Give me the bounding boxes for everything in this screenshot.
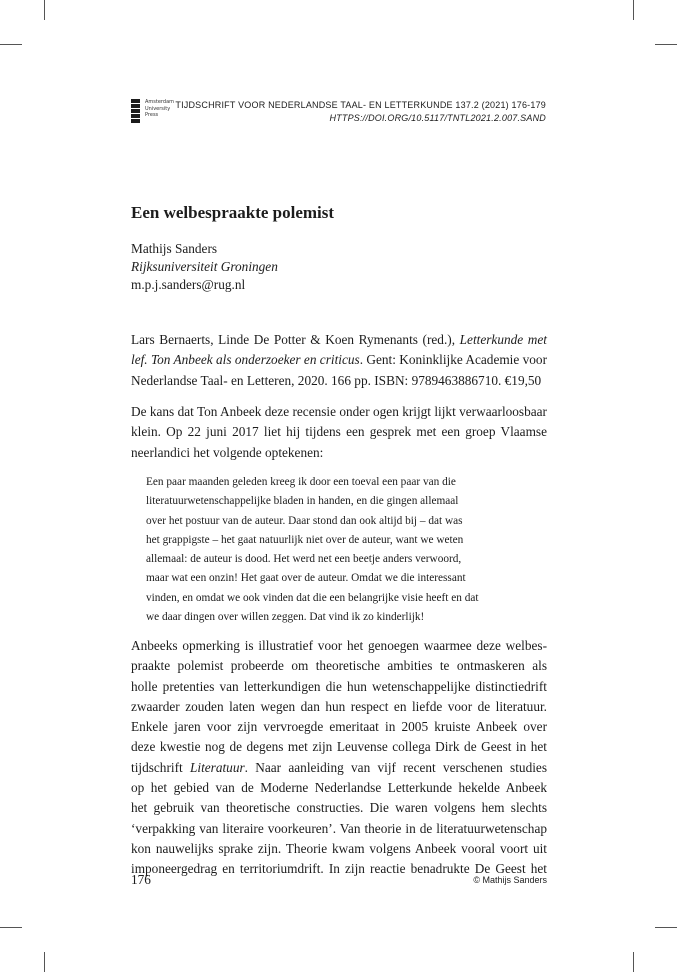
- crop-mark: [44, 0, 45, 20]
- article-title: Een welbespraakte polemist: [131, 203, 335, 222]
- crop-mark: [655, 44, 677, 45]
- book-reference: Lars Bernaerts, Linde De Potter & Koen Rymenants (red.), Letterkunde met lef. Ton Anbeek als onderzoeker en criticus. Gent: Koninklijke Academie voor Nederlandse Taal- en Letteren, 2020. 166 pp. ISBN: 9789463886710. €19,50: [131, 332, 547, 388]
- paragraph-body: Anbeeks opmerking is illustratief voor het genoegen waarmee deze welbes- praakte polemist probeerde om theoretische ambities te ontmaskeren als holle pretenties van letterkundigen die hun wetenschappelijke distinctiedrift zwaarder zouden laten wegen dan hun respect en liefde voor de literatuur. Enkele jaren voor zijn vervroegde emeritaat in 2005 kruiste Anbeek over deze kwestie nog de degens met zijn Leuvense collega Dirk de Geest in het tijdschrift Literatuur. Naar aanleiding van vijf recent verschenen studies op het gebied van de Moderne Nederlandse Letterkunde hekelde Anbeek het gebruik van theoretische constructies. Die waren volgens hem slechts ‘verpakking van literaire voorkeuren’. Van theorie in de literatuurwetenschap kon nauwelijks sprake zijn. Theorie kwam volgens Anbeek vooral voort uit imponeergedrag en territoriumdrift. In zijn reactie benadrukte De Geest het: [131, 638, 547, 877]
- author-block: [131, 240, 278, 294]
- author-affiliation: Rijksuniversiteit Groningen: [131, 259, 278, 274]
- journal-citation: TIJDSCHRIFT VOOR NEDERLANDSE TAAL- EN LETTERKUNDE 137.2 (2021) 176-179: [175, 100, 546, 110]
- journal-header: [175, 99, 546, 125]
- block-quote: Een paar maanden geleden kreeg ik door een toeval een paar van die literatuurwetenschappelijke bladen in handen, en die gingen allemaal over het postuur van de auteur. Daar stond dan ook altijd bij – dat was het grappigste – het gaat natuurlijk niet over de auteur, want we weten allemaal: de auteur is dood. Het werd net een beetje anders verwoord, maar wat een onzin! Het gaat over de auteur. Omdat we die interessant vinden, en omdat we ook vinden dat die een belangrijke visie heeft en dat we daar dingen over willen zeggen. Dat vind ik zo kinderlijk!: [146, 476, 479, 624]
- author-name: Mathijs Sanders: [131, 241, 218, 256]
- crop-mark: [633, 0, 634, 20]
- author-email[interactable]: m.p.j.sanders@rug.nl: [131, 277, 246, 292]
- crop-mark: [655, 927, 677, 928]
- crop-mark: [0, 44, 22, 45]
- crop-mark: [0, 927, 22, 928]
- logo-bars-icon: [131, 99, 140, 123]
- page-number: 176: [131, 872, 151, 887]
- copyright-notice: © Mathijs Sanders: [473, 875, 547, 885]
- logo-text: Amsterdam University Press: [145, 99, 175, 118]
- doi-link[interactable]: HTTPS://DOI.ORG/10.5117/TNTL2021.2.007.SAND: [329, 113, 546, 123]
- crop-mark: [44, 952, 45, 972]
- publisher-logo: [131, 99, 175, 123]
- paragraph-intro: De kans dat Ton Anbeek deze recensie onder ogen krijgt lijkt verwaarloosbaar klein. Op 22 juni 2017 liet hij tijdens een gesprek met een groep Vlaamse neerlandici het volgende optekenen:: [131, 404, 547, 460]
- crop-mark: [633, 952, 634, 972]
